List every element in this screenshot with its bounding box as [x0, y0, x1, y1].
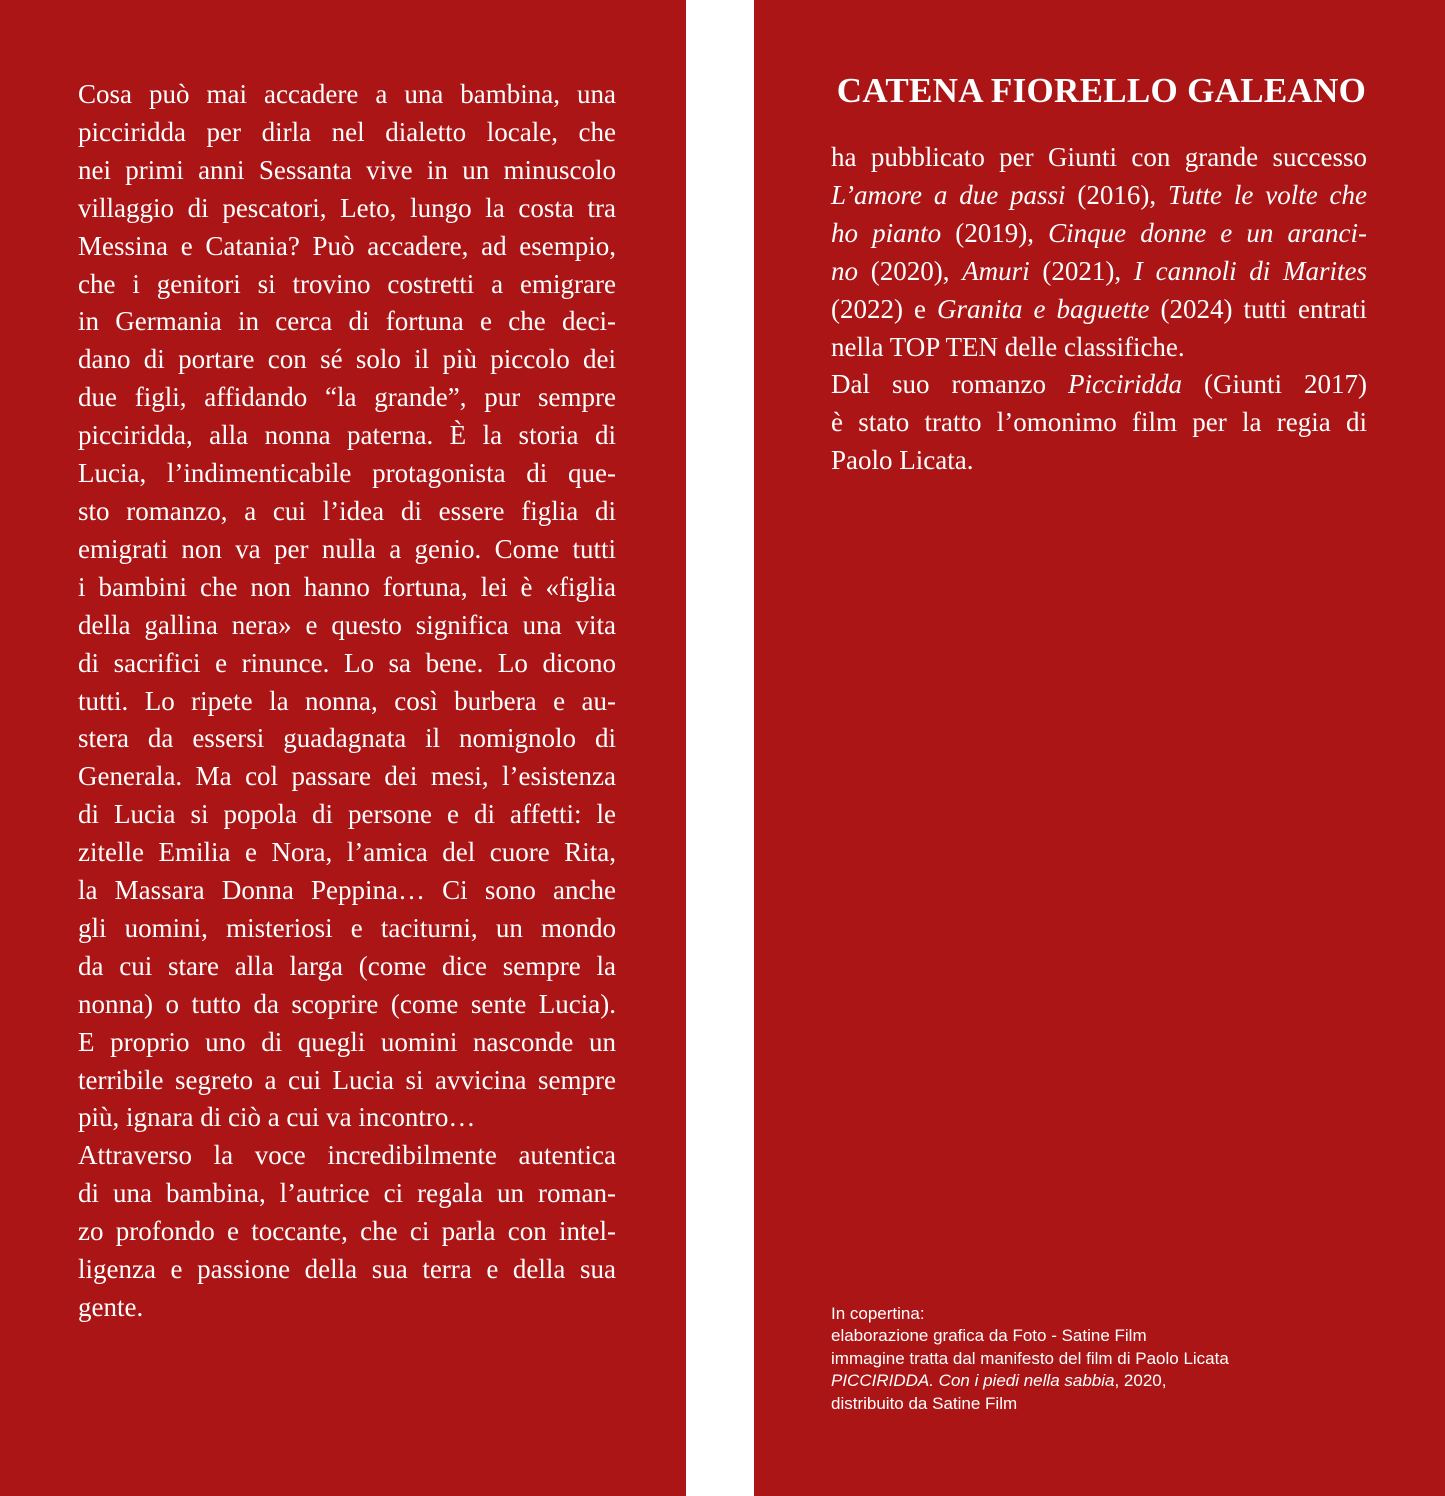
synopsis-line: che i genitori si trovino costretti a emigrare: [78, 268, 616, 299]
synopsis-line: di sacrifici e rinunce. Lo sa bene. Lo dicono: [78, 647, 616, 678]
synopsis-line: emigrati non va per nulla a genio. Come tutti: [78, 533, 616, 564]
author-bio: [831, 139, 1367, 480]
bio-line: nella TOP TEN delle classifiche.: [831, 331, 1185, 362]
book-title: Cinque donne e un aranci-: [1048, 217, 1367, 248]
book-title: Amuri: [962, 255, 1030, 286]
bio-text: (Giunti 2017): [1181, 369, 1367, 400]
credit-line: immagine tratta dal manifesto del film di Paolo Licata: [831, 1348, 1229, 1368]
bio-line: Paolo Licata.: [831, 445, 974, 476]
synopsis-line: i bambini che non hanno fortuna, lei è «figlia: [78, 571, 616, 602]
synopsis-line: da cui stare alla larga (come dice sempre la: [78, 950, 616, 981]
synopsis-line: villaggio di pescatori, Leto, lungo la costa tra: [78, 192, 616, 223]
synopsis-line: terribile segreto a cui Lucia si avvicina sempre: [78, 1064, 616, 1095]
synopsis-line: di Lucia si popola di persone e di affetti: le: [78, 799, 616, 830]
credit-line: In copertina:: [831, 1304, 925, 1323]
bio-line: [831, 291, 1367, 329]
synopsis-line: E proprio uno di quegli uomini nasconde un: [78, 1026, 616, 1057]
book-title: ho pianto: [831, 217, 942, 248]
synopsis-line: ligenza e passione della sua terra e della sua: [78, 1254, 616, 1285]
synopsis-line: dano di portare con sé solo il più piccolo dei: [78, 344, 616, 375]
synopsis-line: picciridda, alla nonna paterna. È la storia di: [78, 420, 616, 451]
synopsis-line: picciridda per dirla nel dialetto locale, che: [78, 116, 616, 147]
synopsis-line: della gallina nera» e questo significa una vita: [78, 609, 616, 640]
synopsis-line: più, ignara di ciò a cui va incontro…: [78, 1102, 476, 1133]
book-title: Picciridda: [1068, 369, 1182, 400]
synopsis-line: Generala. Ma col passare dei mesi, l’esistenza: [78, 761, 616, 792]
synopsis-line: Messina e Catania? Può accadere, ad esempio,: [78, 230, 616, 261]
synopsis-line: nonna) o tutto da scoprire (come sente Lucia).: [78, 988, 616, 1019]
right-flap-panel: [754, 0, 1445, 1496]
bio-text: Dal suo romanzo: [831, 369, 1068, 400]
bio-text: (2020),: [858, 255, 963, 286]
credit-line: elaborazione grafica da Foto - Satine Film: [831, 1326, 1147, 1346]
synopsis-line: la Massara Donna Peppina… Ci sono anche: [78, 875, 616, 906]
credit-line: distribuito da Satine Film: [831, 1393, 1018, 1413]
bio-text: (2022) e: [831, 293, 937, 324]
synopsis-line: zitelle Emilia e Nora, l’amica del cuore Rita,: [78, 837, 616, 868]
synopsis-line: nei primi anni Sessanta vive in un minuscolo: [78, 154, 616, 185]
bio-text: (2021),: [1029, 255, 1134, 286]
bio-line: [831, 366, 1367, 404]
cover-credits: [831, 1303, 1391, 1415]
bio-text: (2024) tutti entrati: [1149, 293, 1367, 324]
synopsis-line: Attraverso la voce incredibilmente autentica: [78, 1140, 616, 1171]
bio-line: [831, 177, 1367, 215]
credit-line: [831, 1370, 1391, 1392]
synopsis-line: Cosa può mai accadere a una bambina, una: [78, 79, 616, 109]
synopsis-line: zo profondo e toccante, che ci parla con intel-: [78, 1216, 616, 1247]
book-title: Granita e baguette: [937, 293, 1150, 324]
synopsis-line: due figli, affidando “la grande”, pur sempre: [78, 382, 616, 413]
credit-text: , 2020,: [1114, 1371, 1167, 1391]
synopsis-line: in Germania in cerca di fortuna e che deci-: [78, 306, 616, 337]
book-title: I cannoli di Marites: [1133, 255, 1368, 286]
bio-text: (2016),: [1065, 179, 1169, 210]
synopsis-line: stera da essersi guadagnata il nomignolo di: [78, 723, 616, 754]
book-title: no: [831, 255, 858, 286]
bio-line: [831, 253, 1367, 291]
synopsis-text: [78, 76, 616, 1327]
synopsis-line: Lucia, l’indimenticabile protagonista di que-: [78, 458, 616, 489]
author-name-heading: CATENA FIORELLO GALEANO: [836, 71, 1367, 110]
synopsis-line: sto romanzo, a cui l’idea di essere figlia di: [78, 495, 616, 526]
synopsis-line: gente.: [78, 1292, 144, 1322]
book-title: Tutte le volte che: [1168, 179, 1368, 210]
film-title: PICCIRIDDA. Con i piedi nella sabbia: [831, 1371, 1115, 1391]
synopsis-line: gli uomini, misteriosi e taciturni, un mondo: [78, 912, 616, 943]
bio-line: [831, 215, 1367, 253]
synopsis-line: tutti. Lo ripete la nonna, così burbera e au-: [78, 685, 616, 716]
bio-text: (2019),: [941, 217, 1049, 248]
synopsis-line: di una bambina, l’autrice ci regala un roman-: [78, 1178, 616, 1209]
book-title: L’amore a due passi: [831, 179, 1066, 210]
bio-line: è stato tratto l’omonimo film per la regia di: [831, 407, 1367, 438]
bio-line: ha pubblicato per Giunti con grande successo: [831, 142, 1367, 172]
left-flap-panel: [0, 0, 686, 1496]
